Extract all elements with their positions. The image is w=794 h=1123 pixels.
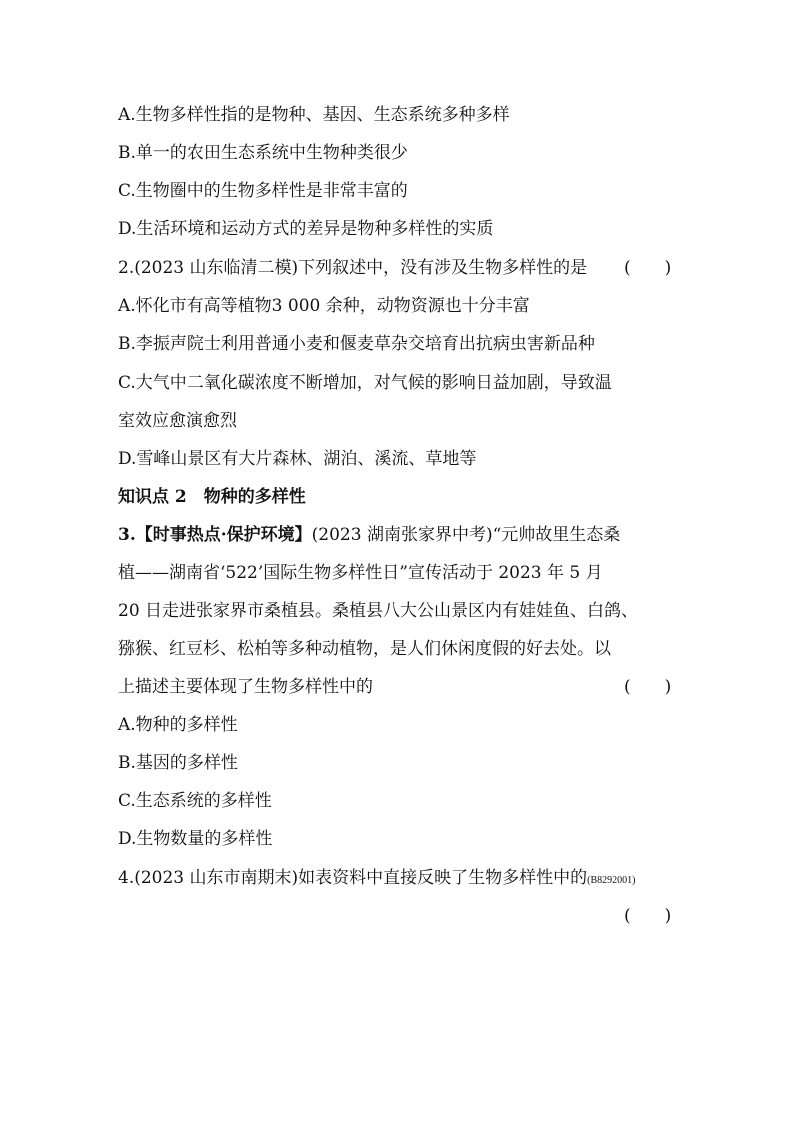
q3-stem-line5: 上描述主要体现了生物多样性中的	[118, 677, 373, 697]
q3-stem-line4: 猕猴、红豆杉、松柏等多种动植物，是人们休闲度假的好去处。以	[118, 639, 611, 659]
q2-stem: 2.(2023 山东临清二模)下列叙述中，没有涉及生物多样性的是	[118, 258, 588, 278]
q3-stem-line1-rest: (2023 湖南张家界中考)“元帅故里生态桑	[311, 525, 621, 545]
q1-option-d: D.生活环境和运动方式的差异是物种多样性的实质	[118, 219, 494, 239]
q2-option-b: B.李振声院士利用普通小麦和偃麦草杂交培育出抗病虫害新品种	[118, 334, 595, 354]
q4-stem-text: 4.(2023 山东市南期末)如表资料中直接反映了生物多样性中的	[118, 868, 588, 888]
q2-option-c-line2: 室效应愈演愈烈	[118, 411, 237, 431]
q3-option-b: B.基因的多样性	[118, 753, 238, 773]
q3-answer-bracket: ( )	[624, 677, 672, 697]
q4-code: (B8292001)	[587, 875, 636, 886]
q3-option-d: D.生物数量的多样性	[118, 829, 273, 849]
q3-stem-line2: 植——湖南省‘522’国际生物多样性日”宣传活动于 2023 年 5 月	[118, 563, 603, 583]
q1-option-c: C.生物圈中的生物多样性是非常丰富的	[118, 181, 408, 201]
section-heading: 知识点 2 物种的多样性	[118, 487, 306, 507]
q4-answer-bracket: ( )	[624, 906, 672, 926]
q3-option-a: A.物种的多样性	[118, 715, 238, 735]
q2-option-c-line1: C.大气中二氧化碳浓度不断增加，对气候的影响日益加剧，导致温	[118, 373, 612, 393]
q2-answer-bracket: ( )	[624, 258, 672, 278]
q4-stem	[118, 867, 636, 892]
q3-number: 3.	[118, 525, 136, 545]
q3-option-c: C.生态系统的多样性	[118, 791, 272, 811]
q3-stem-line3: 20 日走进张家界市桑植县。桑植县八大公山景区内有娃娃鱼、白鸽、	[118, 601, 639, 621]
q1-option-b: B.单一的农田生态系统中生物种类很少	[118, 143, 408, 163]
q2-option-d: D.雪峰山景区有大片森林、湖泊、溪流、草地等	[118, 449, 477, 469]
q2-option-a: A.怀化市有高等植物3 000 余种，动物资源也十分丰富	[118, 296, 530, 316]
q3-tag: 【时事热点·保护环境】	[135, 525, 312, 545]
q1-option-a: A.生物多样性指的是物种、基因、生态系统多种多样	[118, 105, 510, 125]
q3-stem-line1	[118, 524, 620, 546]
